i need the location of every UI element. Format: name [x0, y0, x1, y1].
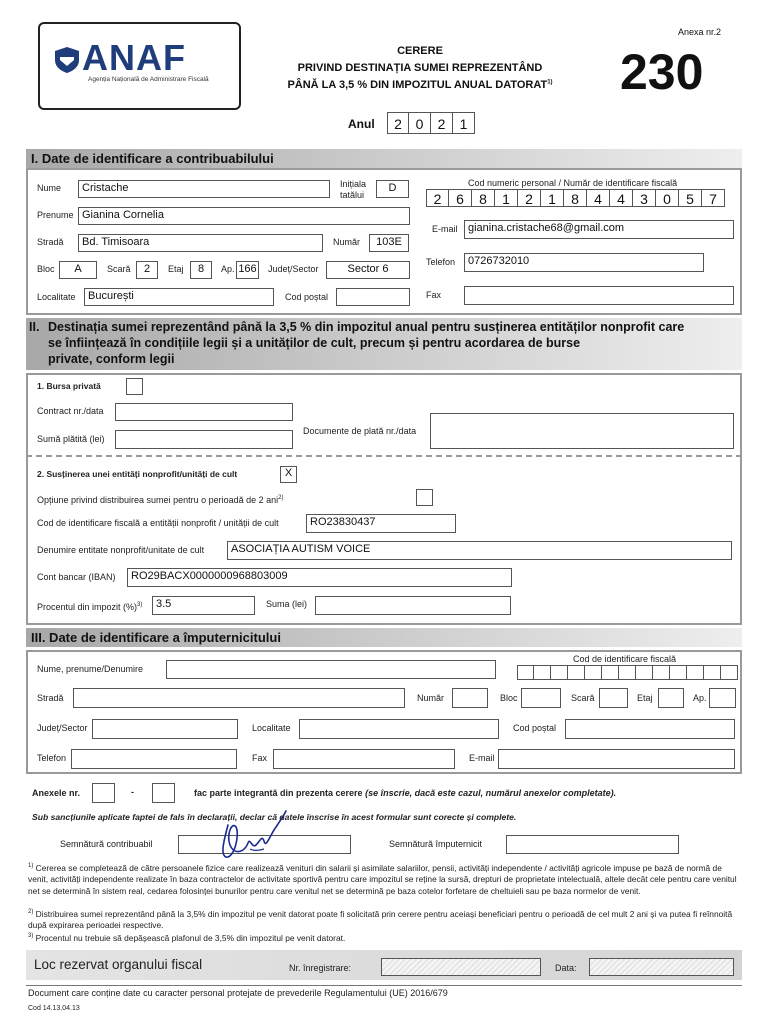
note2-text: Distribuirea sumei reprezentând până la 3,5% din impozitul pe venit datorat poate fi solicitată prin cerere pentru aceiași beneficiari pentru o perioadă de cel mult 2 ani și va putea fi reînnoită după expirarea perioadei respective.	[28, 908, 733, 931]
fax-field[interactable]	[464, 286, 734, 305]
imp-strada-field[interactable]	[73, 688, 405, 708]
cnp-digit-12[interactable]: 5	[679, 189, 702, 207]
imp-fax-field[interactable]	[273, 749, 455, 769]
imp-cif-digit-6[interactable]	[602, 665, 619, 680]
year-digits[interactable]	[387, 112, 475, 134]
imp-scara-label: Scară	[571, 693, 595, 703]
imp-strada-label: Stradă	[37, 693, 64, 703]
nume-field[interactable]: Cristache	[78, 180, 330, 198]
annex-label: Anexa nr.2	[678, 27, 722, 37]
section2-heading-line2: se înființează în condițiile legii și a unităților de cult, precum și pentru acordarea de burse	[48, 336, 581, 350]
contract-field[interactable]	[115, 403, 293, 421]
imp-cif-digit-2[interactable]	[534, 665, 551, 680]
year-digit-4[interactable]: 1	[453, 112, 475, 134]
note2-mark: 2)	[28, 909, 34, 915]
logo-text: ANAF	[82, 37, 186, 78]
note3-mark: 3)	[28, 933, 34, 939]
imp-telefon-field[interactable]	[71, 749, 237, 769]
data-field[interactable]	[589, 958, 734, 976]
email-label: E-mail	[432, 224, 458, 234]
procent-field[interactable]: 3.5	[152, 596, 255, 615]
imp-cif-digits[interactable]	[517, 665, 738, 680]
year-digit-2[interactable]: 0	[409, 112, 431, 134]
footnote-2	[28, 907, 742, 932]
nume-label: Nume	[37, 183, 62, 193]
etaj-field[interactable]: 8	[190, 261, 212, 279]
cnp-digit-4[interactable]: 1	[495, 189, 518, 207]
imp-cod-postal-field[interactable]	[565, 719, 735, 739]
section2-prefix: II.	[29, 320, 40, 334]
bursa-checkbox[interactable]	[126, 378, 143, 395]
loc-rezervat-label: Loc rezervat organului fiscal	[34, 957, 203, 972]
form-code: Cod 14.13.04.13	[28, 1005, 80, 1012]
suma-label: Suma (lei)	[266, 599, 308, 609]
imp-telefon-label: Telefon	[37, 753, 67, 763]
imp-cif-digit-9[interactable]	[653, 665, 670, 680]
localitate-field[interactable]: București	[84, 288, 274, 306]
prenume-field[interactable]: Gianina Cornelia	[78, 207, 410, 225]
imp-bloc-field[interactable]	[521, 688, 561, 708]
bloc-field[interactable]: A	[59, 261, 97, 279]
imp-numar-label: Număr	[417, 693, 445, 703]
etaj-label: Etaj	[168, 264, 184, 274]
year-digit-3[interactable]: 2	[431, 112, 453, 134]
prenume-label: Prenume	[37, 210, 74, 220]
anexele-label: Anexele nr.	[32, 788, 81, 798]
procent-label	[37, 600, 142, 613]
note3-text: Procentul nu trebuie să depășească plafonul de 3,5% din impozitul pe venit datorat.	[35, 932, 346, 943]
imp-cif-digit-4[interactable]	[568, 665, 585, 680]
cnp-digit-6[interactable]: 1	[541, 189, 564, 207]
cnp-digit-8[interactable]: 4	[587, 189, 610, 207]
optiune-text: Opțiune privind distribuirea sumei pentru o perioadă de 2 ani	[37, 495, 279, 505]
imp-cif-digit-13[interactable]	[721, 665, 738, 680]
cnp-label: Cod numeric personal / Număr de identificare fiscală	[468, 178, 678, 188]
form-number: 230	[620, 44, 704, 100]
bursa-label: 1. Bursa privată	[37, 381, 101, 391]
cnp-digit-10[interactable]: 3	[633, 189, 656, 207]
sustinere-label: 2. Susținerea unei entități nonprofit/unități de cult	[37, 469, 238, 479]
cnp-digit-7[interactable]: 8	[564, 189, 587, 207]
documente-label: Documente de plată nr./data	[303, 426, 417, 436]
imp-cif-digit-3[interactable]	[551, 665, 568, 680]
section1-heading	[26, 149, 742, 168]
section3-title: III. Date de identificare a împuternicitului	[31, 630, 281, 645]
scara-field[interactable]: 2	[136, 261, 158, 279]
optiune-sup: 2)	[278, 495, 284, 501]
imp-nume-field[interactable]	[166, 660, 496, 679]
nr-inregistrare-field[interactable]	[381, 958, 541, 976]
imp-cif-digit-12[interactable]	[704, 665, 721, 680]
imp-ap-label: Ap.	[693, 693, 707, 703]
cnp-digit-13[interactable]: 7	[702, 189, 725, 207]
title-line3-text: PÂNĂ LA 3,5 % DIN IMPOZITUL ANUAL DATORAT	[287, 79, 548, 91]
sustinere-checkbox[interactable]: X	[280, 466, 297, 483]
numar-label: Număr	[333, 237, 361, 247]
title-line3	[250, 79, 590, 91]
suma-field[interactable]	[315, 596, 511, 615]
imp-bloc-label: Bloc	[500, 693, 518, 703]
title-sup: 1)	[547, 79, 553, 86]
imp-judet-label: Județ/Sector	[37, 723, 88, 733]
judet-label: Județ/Sector	[268, 264, 319, 274]
imp-cif-label: Cod de identificare fiscală	[573, 654, 677, 664]
localitate-label: Localitate	[37, 292, 76, 302]
section2-heading-line1: Destinația sumei reprezentând până la 3,5 % din impozitul anual pentru susținerea entităților nonprofit care	[48, 320, 685, 334]
telefon-field[interactable]: 0726732010	[464, 253, 704, 272]
numar-field[interactable]: 103E	[369, 234, 409, 252]
note1-text: Cererea se completează de către persoanele fizice care realizează venituri din salarii și asimilate salariilor, pensii, activități independente / activități agricole impuse pe bază de normă de venit, activități independente realizate în baza contractelor de activitate sportivă pentru care impozitul se reține la sursă, drepturi de proprietate intelectuală, altele decât cele pentru care venitul net se determină în sistem real, cedarea folosinței bunurilor pentru care venitul net se determină pe baza cotelor forfetare de cheltuieli sau pe baza normelor de venit.	[28, 862, 737, 896]
cod-postal-field[interactable]	[336, 288, 410, 306]
cnp-digit-3[interactable]: 8	[472, 189, 495, 207]
initiala-label-2: tatălui	[340, 190, 365, 200]
ap-field[interactable]: 166	[236, 261, 259, 279]
anexele-text-main: fac parte integrantă din prezenta cerere	[194, 788, 363, 798]
fax-label: Fax	[426, 290, 442, 300]
bloc-label: Bloc	[37, 264, 55, 274]
footer-rule	[26, 985, 742, 986]
anexele-text	[194, 788, 616, 799]
denumire-label: Denumire entitate nonprofit/unitate de cult	[37, 545, 205, 555]
ap-label: Ap.	[221, 264, 235, 274]
procent-sup: 3)	[137, 602, 143, 608]
imp-cod-postal-label: Cod poștal	[513, 723, 557, 733]
imp-cif-digit-8[interactable]	[636, 665, 653, 680]
imp-fax-label: Fax	[252, 753, 268, 763]
shield-icon	[54, 46, 80, 74]
imp-cif-digit-1[interactable]	[517, 665, 534, 680]
semnatura-imputernicit-label: Semnătură împuternicit	[389, 839, 483, 849]
imp-localitate-field[interactable]	[299, 719, 499, 739]
imp-nume-label: Nume, prenume/Denumire	[37, 664, 144, 674]
imp-scara-field[interactable]	[599, 688, 628, 708]
optiune-checkbox[interactable]	[416, 489, 433, 506]
cnp-digit-9[interactable]: 4	[610, 189, 633, 207]
footnote-1	[28, 861, 742, 897]
imp-etaj-field[interactable]	[658, 688, 684, 708]
section3-heading	[26, 628, 742, 647]
imp-email-field[interactable]	[498, 749, 735, 769]
imp-email-label: E-mail	[469, 753, 495, 763]
suma-platita-label: Sumă plătită (lei)	[37, 434, 105, 444]
initiala-field[interactable]: D	[376, 180, 409, 198]
iban-label: Cont bancar (IBAN)	[37, 572, 116, 582]
telefon-label: Telefon	[426, 257, 456, 267]
imp-localitate-label: Localitate	[252, 723, 291, 733]
initiala-label-1: Inițiala	[340, 179, 367, 189]
data-label: Data:	[555, 963, 577, 973]
procent-text: Procentul din impozit (%)	[37, 602, 138, 612]
footnote-3	[28, 931, 742, 944]
imp-cif-digit-11[interactable]	[687, 665, 704, 680]
anexele-note: (se înscrie, dacă este cazul, numărul anexelor completate).	[365, 788, 617, 798]
title-line1: CERERE	[397, 45, 443, 57]
gdpr-notice: Document care conține date cu caracter personal protejate de prevederile Regulamentului (UE) 2016/679	[28, 988, 448, 998]
cod-postal-label: Cod poștal	[285, 292, 329, 302]
anexele-dash: -	[131, 787, 134, 797]
cnp-digit-11[interactable]: 0	[656, 189, 679, 207]
imp-ap-field[interactable]	[709, 688, 736, 708]
email-field[interactable]: gianina.cristache68@gmail.com	[464, 220, 734, 239]
imp-judet-field[interactable]	[92, 719, 238, 739]
cnp-digits[interactable]	[426, 189, 725, 207]
nr-inregistrare-label: Nr. înregistrare:	[289, 963, 352, 973]
cif-label: Cod de identificare fiscală a entității nonprofit / unității de cult	[37, 518, 279, 528]
iban-field[interactable]: RO29BACX0000000968803009	[127, 568, 512, 587]
imp-cif-digit-5[interactable]	[585, 665, 602, 680]
cnp-digit-2[interactable]: 6	[449, 189, 472, 207]
cnp-digit-1[interactable]: 2	[426, 189, 449, 207]
cnp-digit-5[interactable]: 2	[518, 189, 541, 207]
judet-field[interactable]: Sector 6	[326, 261, 410, 279]
year-label: Anul	[348, 117, 375, 131]
imp-numar-field[interactable]	[452, 688, 488, 708]
anexele-from-field[interactable]	[92, 783, 115, 803]
strada-label: Stradă	[37, 237, 64, 247]
semnatura-contribuabil-label: Semnătură contribuabil	[60, 839, 153, 849]
semnatura-imputernicit-field[interactable]	[506, 835, 679, 854]
scara-label: Scară	[107, 264, 131, 274]
denumire-field[interactable]: ASOCIAȚIA AUTISM VOICE	[227, 541, 732, 560]
signature-drawing	[210, 805, 300, 863]
documente-field[interactable]	[430, 413, 734, 449]
section2-heading	[26, 318, 742, 370]
optiune-label	[37, 493, 284, 506]
section1-title: I. Date de identificare a contribuabilului	[31, 151, 274, 166]
declaratie: Sub sancțiunile aplicate faptei de fals în declarații, declar că datele înscrise în acest formular sunt corecte și complete.	[32, 812, 517, 822]
suma-platita-field[interactable]	[115, 430, 293, 449]
anexele-to-field[interactable]	[152, 783, 175, 803]
year-digit-1[interactable]: 2	[387, 112, 409, 134]
imp-etaj-label: Etaj	[637, 693, 653, 703]
section2-heading-line3: private, conform legii	[48, 352, 175, 366]
contract-label: Contract nr./data	[37, 406, 104, 416]
note1-mark: 1)	[28, 863, 34, 869]
imp-cif-digit-10[interactable]	[670, 665, 687, 680]
title-line2: PRIVIND DESTINAȚIA SUMEI REPREZENTÂND	[297, 62, 543, 74]
logo-subtitle: Agenția Națională de Administrare Fiscală	[88, 76, 209, 83]
cif-field[interactable]: RO23830437	[306, 514, 456, 533]
strada-field[interactable]: Bd. Timisoara	[78, 234, 323, 252]
imp-cif-digit-7[interactable]	[619, 665, 636, 680]
